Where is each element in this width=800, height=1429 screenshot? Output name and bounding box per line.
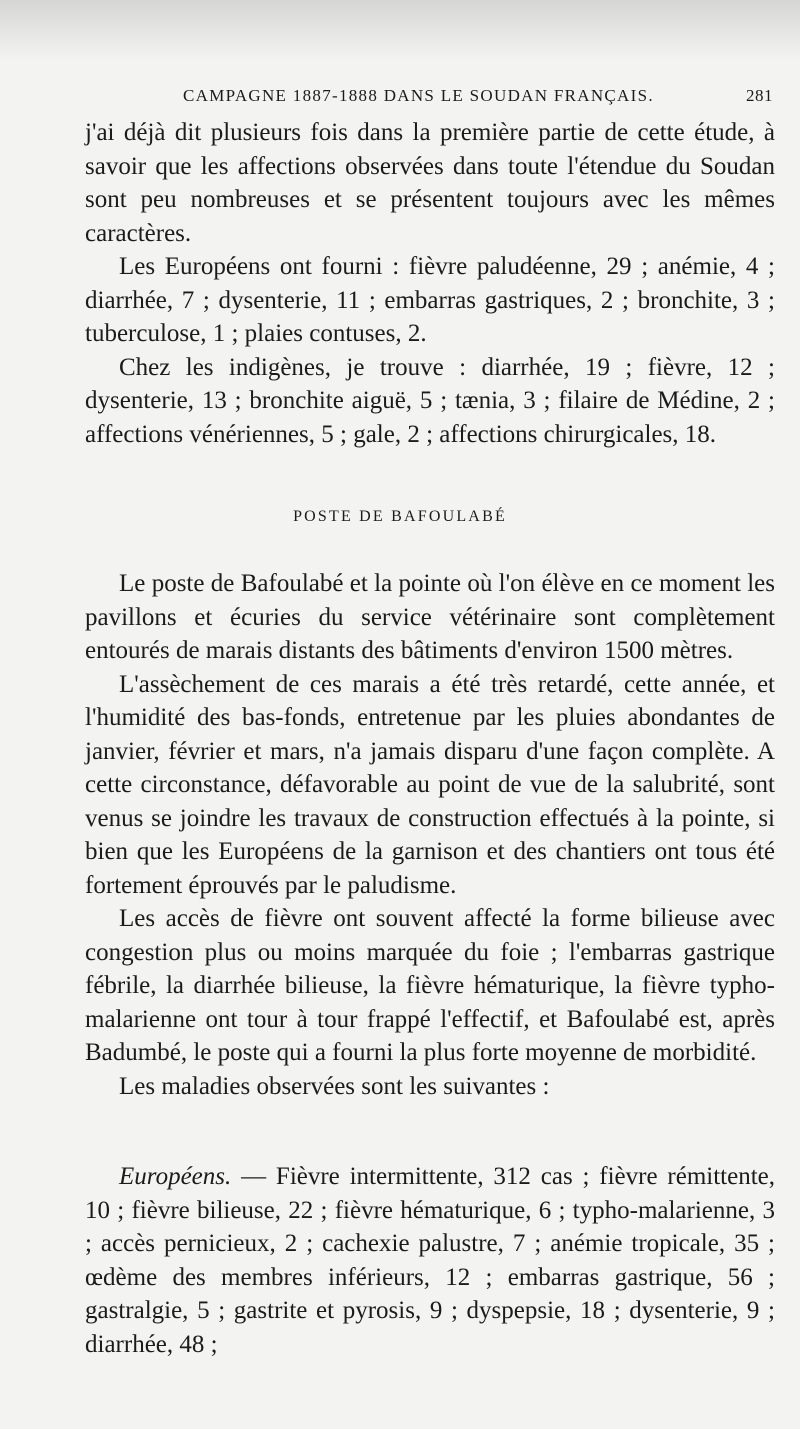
section-heading: POSTE DE BAFOULABÉ (293, 508, 507, 525)
europeans-text-block (85, 1160, 775, 1361)
paragraph-europeans (85, 1160, 775, 1361)
paragraph: Les maladies observées sont les suivantes : (119, 1072, 550, 1100)
paragraph: Chez les indigènes, je trouve : diarrhée, 19 ; fièvre, 12 ; dysenterie, 13 ; bronchite aiguë, 5 ; tænia, 3 ; filaire de Médine, 2 ; affections vénériennes, 5 ; gale, 2 ; affections chirurgicales, 18. (85, 353, 775, 448)
europeans-label: Européens. (119, 1163, 232, 1190)
main-text-block (85, 567, 775, 1103)
paragraph: j'ai déjà dit plusieurs fois dans la première partie de cette étude, à savoir que les affections observées dans toute l'étendue du Soudan sont peu nombreuses et se présentent toujours avec les mêmes caractères. (85, 119, 775, 247)
page-number: 281 (746, 86, 773, 105)
paragraph: Le poste de Bafoulabé et la pointe où l'on élève en ce moment les pavillons et écuries du service vétérinaire sont complètement entourés de marais distants des bâtiments d'environ 1500 mètres. (85, 570, 775, 664)
paragraph: Les accès de fièvre ont souvent affecté la forme bilieuse avec congestion plus ou moins marquée du foie ; l'embarras gastrique fébrile, la diarrhée bilieuse, la fièvre hématurique, la fièvre typho-malarienne ont tour à tour frappé l'effectif, et Bafoulabé est, après Badumbé, le poste qui a fourni la plus forte moyenne de morbidité. (85, 905, 775, 1066)
europeans-list: — Fièvre intermittente, 312 cas ; fièvre rémittente, 10 ; fièvre bilieuse, 22 ; fièvre hématurique, 6 ; typho-malarienne, 3 ; accès pernicieux, 2 ; cachexie palustre, 7 ; anémie tropicale, 35 ; œdème des membres inférieurs, 12 ; embarras gastrique, 56 ; gastralgie, 5 ; gastrite et pyrosis, 9 ; dyspepsie, 18 ; dysenterie, 9 ; diarrhée, 48 ; (85, 1163, 775, 1358)
paragraph: Les Européens ont fourni : fièvre paludéenne, 29 ; anémie, 4 ; diarrhée, 7 ; dysenterie, 11 ; embarras gastriques, 2 ; bronchite, 3 ; tuberculose, 1 ; plaies contuses, 2. (85, 253, 775, 347)
running-header (183, 86, 773, 106)
scan-edge-shading (0, 0, 800, 60)
intro-text-block (85, 116, 775, 451)
running-title: CAMPAGNE 1887-1888 DANS LE SOUDAN FRANÇAIS. (183, 86, 654, 105)
paragraph: L'assèchement de ces marais a été très retardé, cette année, et l'humidité des bas-fonds, entretenue par les pluies abondantes de janvier, février et mars, n'a jamais disparu d'une façon complète. A cette circonstance, défavorable au point de vue de la salubrité, sont venus se joindre les travaux de construction effectués à la pointe, si bien que les Européens de la garnison et des chantiers ont tous été fortement éprouvés par le paludisme. (85, 670, 775, 899)
